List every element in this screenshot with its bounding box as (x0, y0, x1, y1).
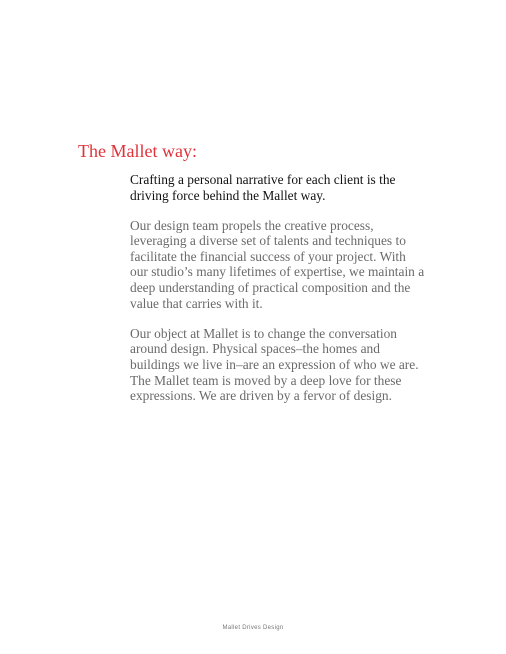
intro-paragraph: Crafting a personal narrative for each client is the driving force behind the Mallet way. (130, 172, 396, 203)
body-text-block (130, 172, 430, 418)
mission-paragraph: Our object at Mallet is to change the conversation around design. Physical spaces–the homes and buildings we live in–are an expression of who we are. The Mallet team is moved by a deep love for these expressions. We are driven by a fervor of design. (130, 325, 419, 404)
section-heading: The Mallet way: (78, 141, 197, 161)
page-footer: Mallet Drives Design (222, 625, 284, 631)
design-team-paragraph: Our design team propels the creative process, leveraging a diverse set of talents and techniques to facilitate the financial success of your project. With our studio’s many lifetimes of expertise, we maintain a deep understanding of practical composition and the value that carries with it. (130, 217, 425, 311)
